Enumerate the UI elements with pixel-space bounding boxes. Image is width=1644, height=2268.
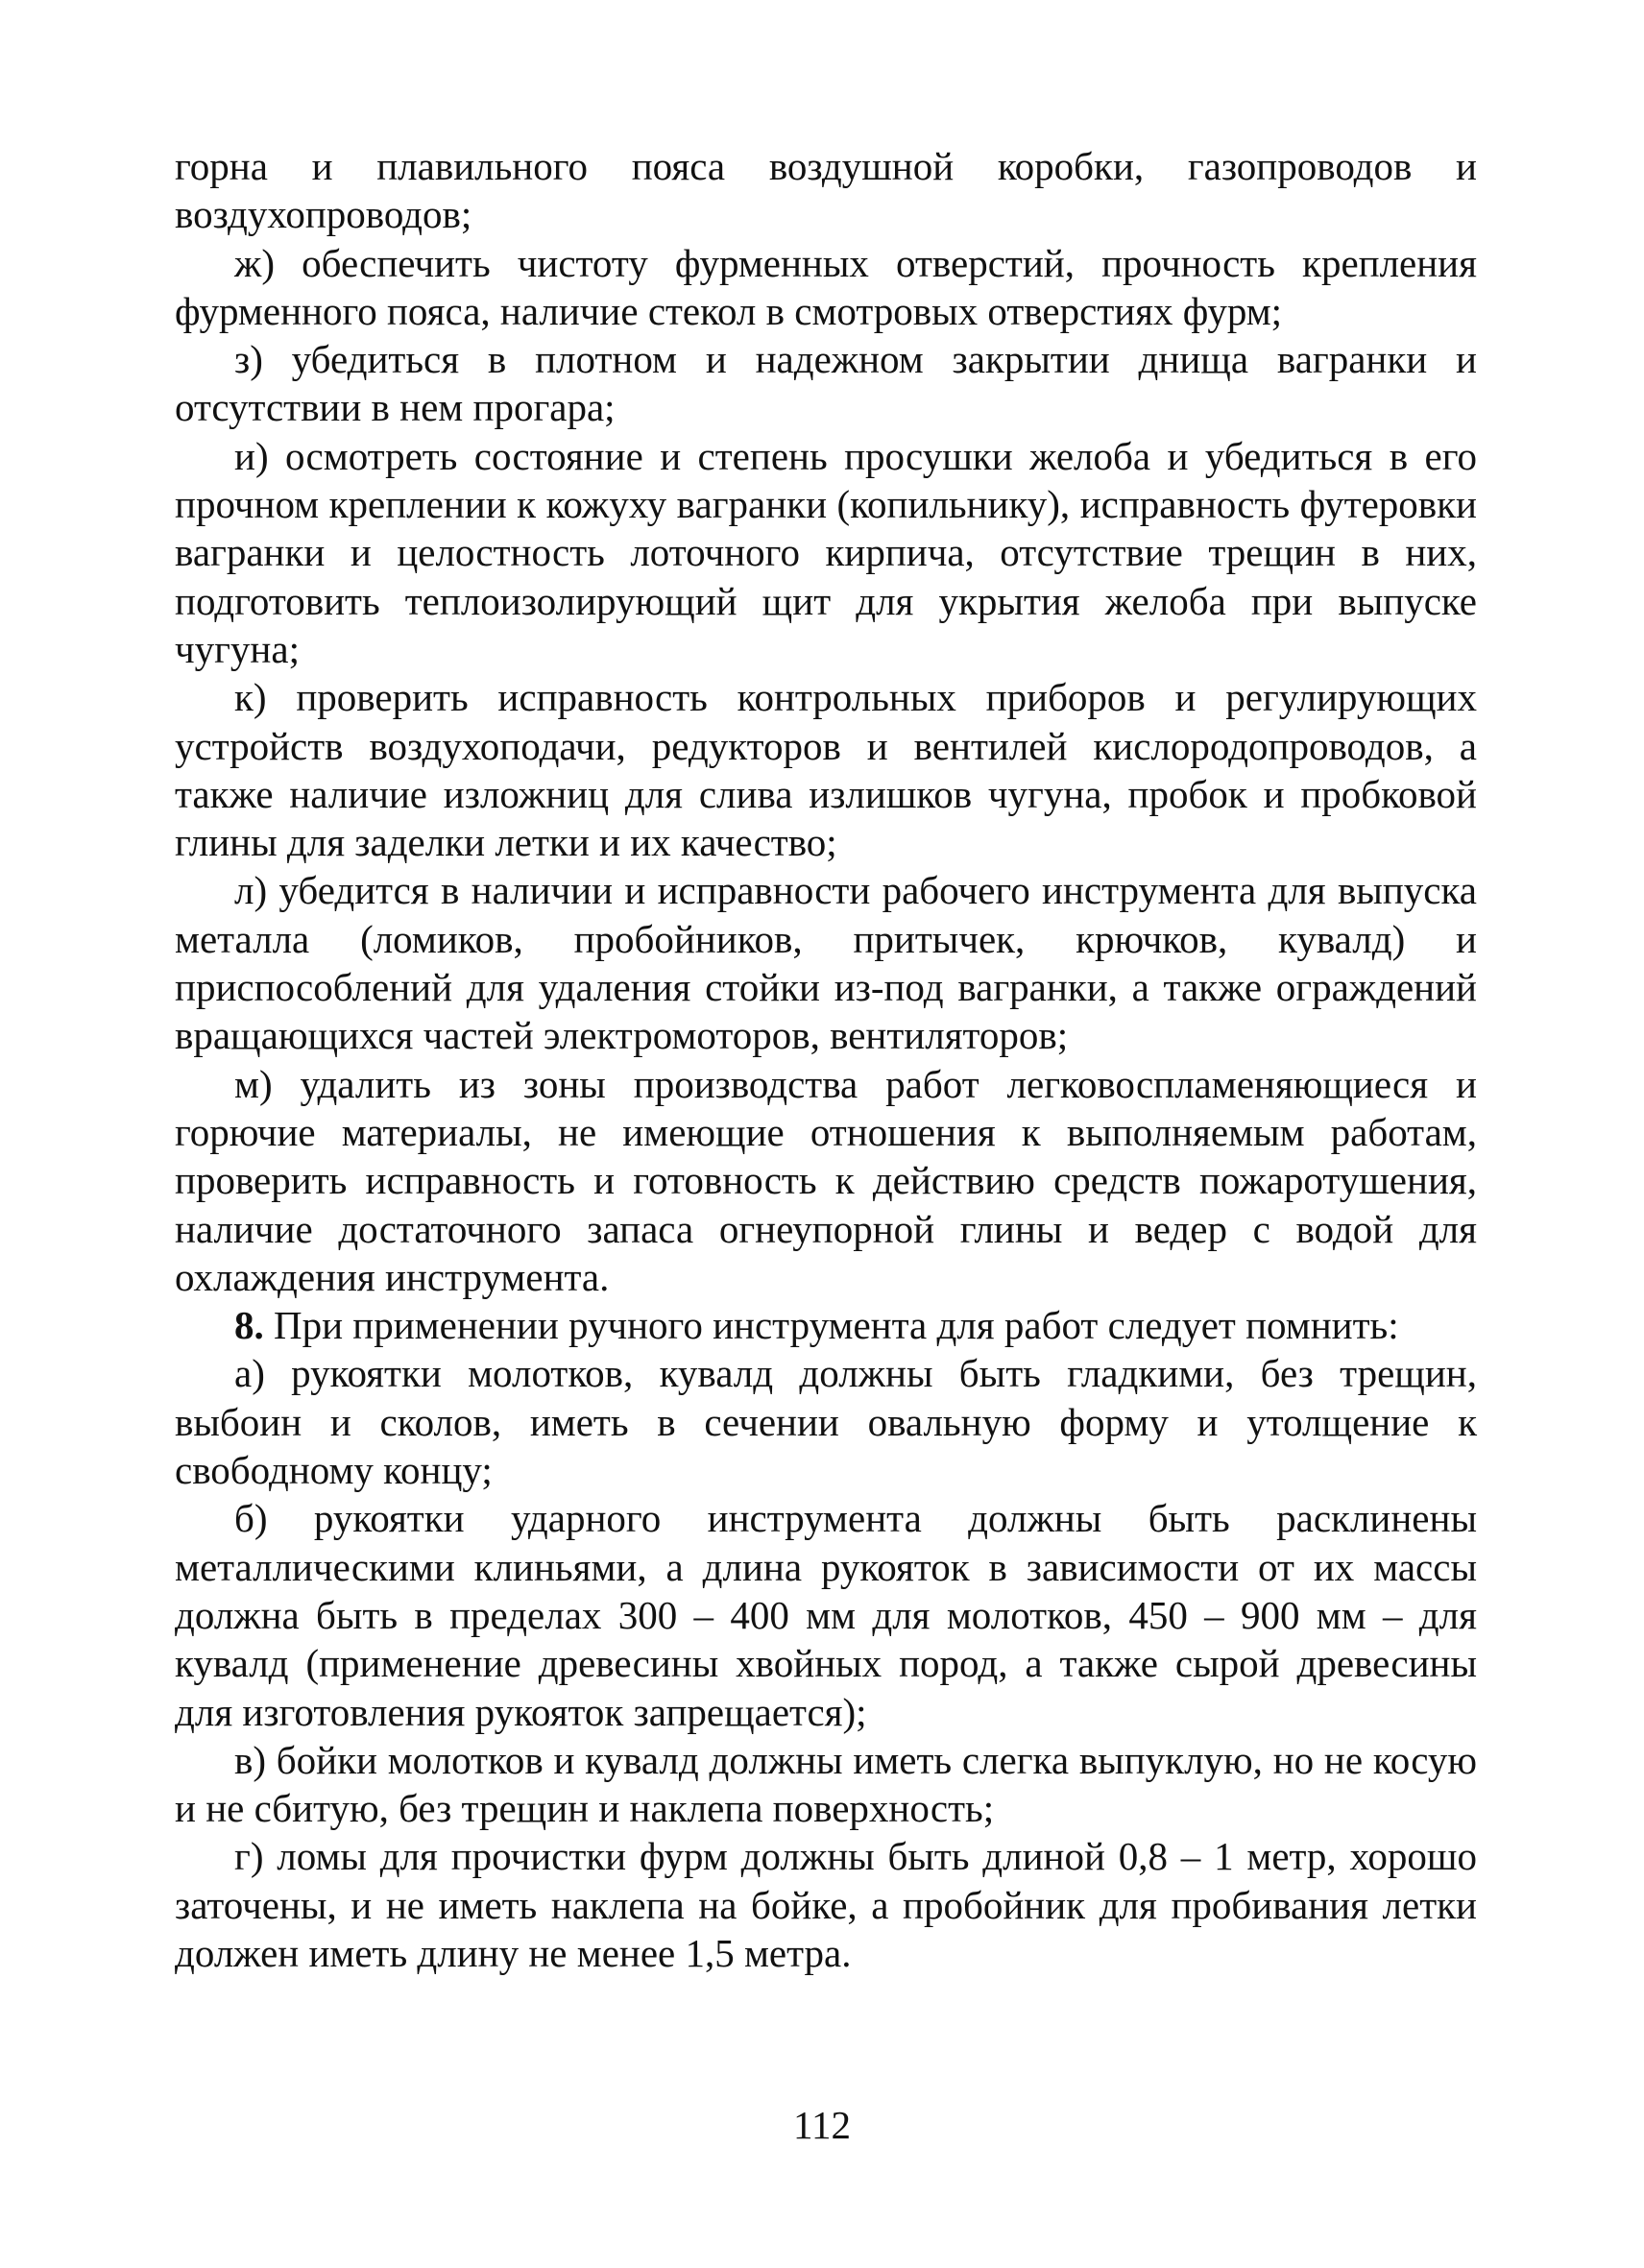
paragraph-item-g: г) ломы для прочистки фурм должны быть длиной 0,8 – 1 метр, хорошо заточены, и не иметь наклепа на бойке, а пробойник для пробивания летки должен иметь длину не менее 1,5 метра. — [175, 1834, 1477, 1975]
paragraph-item-z: з) убедиться в плотном и надежном закрытии днища вагранки и отсутствии в нем прогара; — [175, 337, 1477, 430]
paragraph-item-v: в) бойки молотков и кувалд должны иметь слегка выпуклую, но не косую и не сбитую, без трещин и наклепа поверхность; — [175, 1737, 1477, 1831]
paragraph-continuation: горна и плавильного пояса воздушной коробки, газопроводов и воздухопроводов; — [175, 144, 1477, 237]
paragraph-item-i: и) осмотреть состояние и степень просушки желоба и убедиться в его прочном креплении к кожуху вагранки (копильнику), исправность футеровки вагранки и целостность лоточного кирпича, отсутствие трещин в них, подготовить теплоизолирующий щит для укрытия желоба при выпуске чугуна; — [175, 433, 1477, 671]
paragraph-item-b: б) рукоятки ударного инструмента должны быть расклинены металлическими клиньями, а длина рукояток в зависимости от их массы должна быть в пределах 300 – 400 мм для молотков, 450 – 900 мм – для кувалд (применение древесины хвойных пород, а также сырой древесины для изготовления рукояток запрещается); — [175, 1496, 1477, 1734]
paragraph-item-m: м) удалить из зоны производства работ легковоспламеняющиеся и горючие материалы, не имеющие отношения к выполняемым работам, проверить исправность и готовность к действию средств пожаротушения, наличие достаточного запаса огнеупорной глины и ведер с водой для охлаждения инструмента. — [175, 1061, 1477, 1299]
page-number: 112 — [793, 2103, 851, 2147]
paragraph-item-l: л) убедится в наличии и исправности рабочего инструмента для выпуска металла (ломиков, пробойников, притычек, крючков, кувалд) и приспособлений для удаления стойки из-под вагранки, а также ограждений вращающихся частей электромоторов, вентиляторов; — [175, 868, 1477, 1058]
body-text — [175, 142, 1477, 1977]
section-number: 8. — [234, 1303, 264, 1348]
section-8-text: При применении ручного инструмента для работ следует помнить: — [274, 1303, 1399, 1348]
paragraph-section-8 — [175, 1301, 1477, 1349]
paragraph-item-a: а) рукоятки молотков, кувалд должны быть гладкими, без трещин, выбоин и сколов, иметь в сечении овальную форму и утолщение к свободному концу; — [175, 1351, 1477, 1493]
paragraph-item-zh: ж) обеспечить чистоту фурменных отверстий, прочность крепления фурменного пояса, наличие стекол в смотровых отверстиях фурм; — [175, 240, 1477, 333]
paragraph-item-k: к) проверить исправность контрольных приборов и регулирующих устройств воздухоподачи, редукторов и вентилей кислородопроводов, а также наличие изложниц для слива излишков чугуна, пробок и пробковой глины для заделки летки и их качество; — [175, 675, 1477, 865]
